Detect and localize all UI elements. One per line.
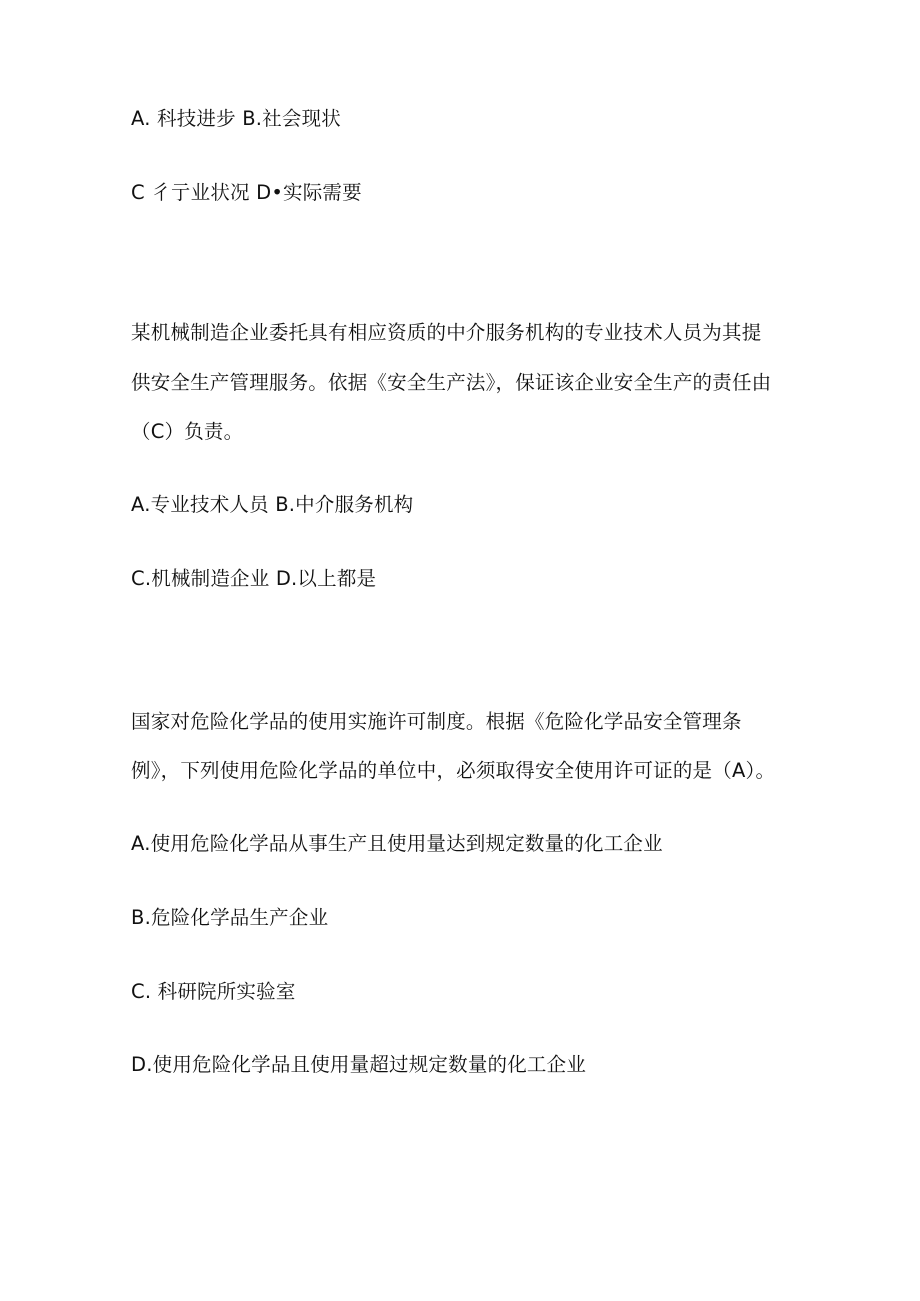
- q3-option-d: D.使用危险化学品且使用量超过规定数量的化工企业: [131, 1053, 587, 1076]
- q2-option-line-2: C.机械制造企业 D.以上都是: [131, 567, 377, 590]
- q3-stem-line-2: 例》，下列使用危险化学品的单位中，必须取得安全使用许可证的是（A）。: [131, 759, 776, 782]
- q3-stem-line-1: 国家对危险化学品的使用实施许可制度。根据《危险化学品安全管理条: [131, 710, 742, 733]
- q3-option-a: A.使用危险化学品从事生产且使用量达到规定数量的化工企业: [131, 832, 663, 855]
- q2-stem-line-1: 某机械制造企业委托具有相应资质的中介服务机构的专业技术人员为其提: [131, 321, 762, 344]
- q1-option-line-2: C 彳亍业状况 D•实际需要: [131, 181, 362, 204]
- q3-option-c: C. 科研院所实验室: [131, 980, 296, 1003]
- q2-stem-line-3: （C）负责。: [131, 420, 244, 443]
- q2-stem-line-2: 供安全生产管理服务。依据《安全生产法》，保证该企业安全生产的责任由: [131, 371, 772, 394]
- q3-option-b: B.危险化学品生产企业: [131, 906, 329, 929]
- q2-option-line-1: A.专业技术人员 B.中介服务机构: [131, 493, 414, 516]
- q1-option-line-1: A. 科技进步 B.社会现状: [131, 107, 341, 130]
